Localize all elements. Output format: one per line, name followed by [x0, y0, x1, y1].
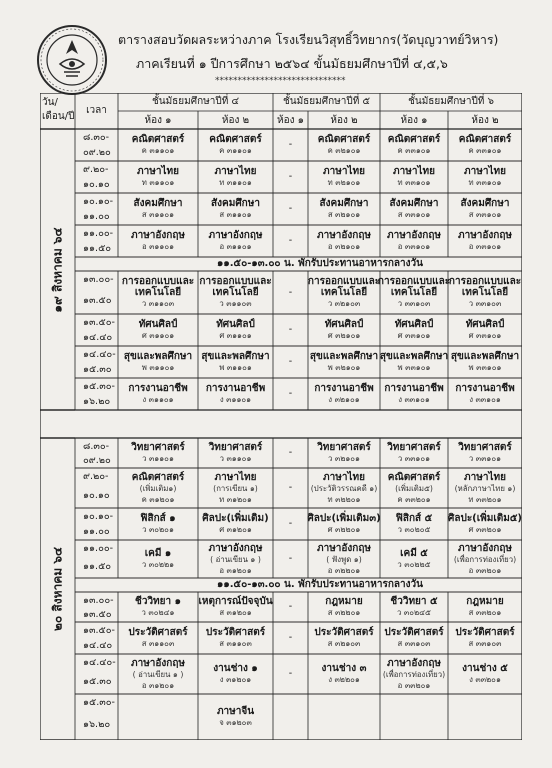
subject-name: - — [288, 553, 293, 564]
room-header: ห้อง ๒ — [471, 115, 499, 126]
room-header: ห้อง ๑ — [276, 115, 305, 126]
subject-name: สังคมศึกษา — [460, 198, 510, 209]
subject-name: การออกแบบและ — [377, 276, 451, 287]
subject-code: ว ๓๒๑๐๑ — [328, 454, 360, 463]
subject-code: ส ๓๑๑๐๓ — [141, 639, 175, 648]
subject-code: ส ๓๑๑๐๓ — [219, 639, 252, 648]
subject-name: สังคมศึกษา — [211, 198, 260, 209]
subject-code: ว ๓๓๑๐๓ — [468, 299, 502, 308]
level5-header: ชั้นมัธยมศึกษาปีที่ ๕ — [282, 96, 371, 107]
subject-name: การงานอาชีพ — [128, 383, 188, 394]
subject-code: ท ๓๓๑๐๑ — [397, 178, 431, 187]
subject-code: ค ๓๑๑๐๑ — [219, 146, 252, 155]
room-header: ห้อง ๒ — [330, 115, 358, 126]
subject-code: ว ๓๑๑๐๑ — [142, 454, 174, 463]
exam-date-label: ๒๐ สิงหาคม ๖๔ — [50, 546, 64, 632]
subject-code: ท ๓๑๑๐๑ — [219, 178, 252, 187]
subject-name: - — [288, 518, 293, 529]
subject-code: ท ๓๓๒๐๑ — [468, 494, 502, 504]
time-start: ๑๓.๕๐- — [83, 317, 115, 328]
subject-name: - — [288, 235, 293, 246]
subject-code: พ ๓๑๑๐๑ — [141, 363, 175, 372]
subject-name: ภาษาไทย — [214, 471, 257, 483]
time-start: ๑๑.๐๐- — [83, 543, 114, 554]
subject-code: อ ๓๒๑๐๑ — [327, 242, 361, 251]
time-start: ๙.๒๐- — [83, 471, 109, 482]
time-end: ๑๑.๐๐ — [83, 211, 110, 222]
subject-name: ภาษาไทย — [393, 166, 435, 177]
subject-name: (การเขียน ๑) — [213, 483, 258, 493]
subject-code: ง ๓๑๑๐๑ — [142, 395, 174, 404]
time-start: ๘.๓๐- — [83, 441, 110, 452]
subject-name: งานช่าง ๓ — [321, 663, 367, 674]
subject-code: ค ๓๑๒๐๑ — [141, 494, 175, 504]
time-end: ๑๓.๕๐ — [83, 294, 112, 306]
time-end: ๐๙.๒๐ — [83, 147, 111, 158]
subject-name: - — [288, 482, 293, 493]
subject-code: ว ๓๓๑๐๑ — [468, 454, 502, 463]
subject-name: การงานอาชีพ — [455, 383, 515, 394]
time-start: ๑๕.๓๐- — [83, 697, 115, 708]
subject-name: ทัศนศิลป์ — [465, 319, 505, 330]
time-end: ๑๐.๑๐ — [83, 490, 110, 501]
subject-name: การออกแบบและ — [121, 276, 195, 287]
subject-name: สุขและพลศึกษา — [123, 351, 193, 362]
subject-name: ภาษาอังกฤษ — [457, 230, 513, 241]
subject-name: ภาษาอังกฤษ — [457, 542, 513, 554]
subject-name: การออกแบบและ — [307, 276, 381, 287]
subject-name: วิทยาศาสตร์ — [131, 442, 185, 453]
time-column-header: เวลา — [86, 105, 107, 116]
subject-name: ( อ่านเขียน ๑ ) — [210, 554, 261, 564]
subject-name: ภาษาอังกฤษ — [386, 657, 442, 669]
time-end: ๑๐.๑๐ — [83, 179, 110, 190]
subject-name: ศิลปะ(เพิ่มเติม) — [202, 513, 269, 524]
subject-name: (เพื่อการท่องเที่ยว) — [453, 554, 517, 564]
subject-code: พ ๓๓๑๐๑ — [397, 363, 431, 372]
school-seal-logo — [36, 24, 108, 96]
subject-name: คณิตศาสตร์ — [387, 134, 441, 145]
subject-name: การงานอาชีพ — [205, 383, 266, 394]
subject-name: ( อ่านเขียน ๑ ) — [132, 669, 184, 679]
subject-name: ประวัติศาสตร์ — [128, 627, 188, 638]
time-start: ๑๑.๐๐- — [83, 228, 114, 239]
subject-code: ว ๓๒๑๐๓ — [327, 299, 361, 308]
subject-name: - — [288, 388, 293, 399]
subject-code: ว ๓๐๒๒๕ — [397, 560, 431, 569]
subject-name: เทคโนโลยี — [320, 287, 368, 298]
subject-code: ว ๓๑๑๐๓ — [141, 299, 175, 308]
time-start: ๑๓.๐๐- — [83, 274, 114, 285]
subject-name: (ประวัติวรรณคดี ๑) — [310, 483, 378, 493]
subject-name: - — [288, 632, 293, 643]
subject-code: อ ๓๑๒๐๑ — [141, 680, 175, 690]
subject-name: สังคมศึกษา — [319, 198, 369, 209]
subject-name: การงานอาชีพ — [314, 383, 374, 394]
subject-code: ท ๓๑๒๐๑ — [219, 494, 252, 504]
subject-name: - — [288, 601, 293, 612]
level6-header: ชั้นมัธยมศึกษาปีที่ ๖ — [408, 96, 494, 107]
subject-code: ศ ๓๓๑๐๑ — [397, 331, 431, 340]
subject-name: ภาษาอังกฤษ — [316, 230, 372, 241]
subject-code: พ ๓๓๑๐๑ — [468, 363, 502, 372]
subject-code: ท ๓๑๑๐๑ — [141, 178, 175, 187]
subject-name: เทคโนโลยี — [212, 287, 259, 298]
subject-name: ประวัติศาสตร์ — [205, 627, 266, 638]
subject-code: อ ๓๓๑๐๑ — [468, 242, 502, 251]
subject-code: ง ๓๑๒๐๑ — [219, 675, 252, 684]
subject-name: งานช่าง ๑ — [213, 663, 258, 674]
subject-code: ว ๓๐๒๒๑ — [141, 560, 175, 569]
subject-name: ภาษาอังกฤษ — [386, 230, 442, 241]
subject-name: (เพิ่มเติม๕) — [395, 483, 433, 493]
time-start: ๑๐.๑๐- — [83, 196, 114, 207]
subject-name: ภาษาอังกฤษ — [316, 542, 372, 554]
subject-name: ภาษาอังกฤษ — [130, 230, 186, 241]
subject-code: ส ๓๓๑๐๓ — [468, 639, 502, 648]
subject-name: เคมี ๑ — [144, 548, 172, 559]
subject-code: ว ๓๐๒๔๕ — [397, 608, 431, 617]
time-start: ๑๐.๑๐- — [83, 511, 114, 522]
subject-name: ( ฟังพูด ๑) — [326, 554, 362, 564]
subject-name: ภาษาอังกฤษ — [208, 230, 263, 241]
subject-code: ส ๓๒๑๐๑ — [327, 210, 361, 219]
subject-code: ท ๓๒๑๐๑ — [327, 178, 361, 187]
subject-code: ท ๓๒๒๐๑ — [327, 494, 361, 504]
subject-name: ภาษาอังกฤษ — [130, 657, 186, 669]
subject-name: สังคมศึกษา — [133, 198, 183, 209]
subject-code: ว ๓๑๑๐๑ — [219, 454, 252, 463]
subject-name: เทคโนโลยี — [134, 287, 182, 298]
subject-code: ง ๓๓๑๐๑ — [398, 395, 430, 404]
time-end: ๑๑.๕๐ — [83, 561, 112, 572]
time-end: ๑๕.๓๐ — [83, 676, 112, 687]
subject-name: ทัศนศิลป์ — [216, 319, 255, 330]
subject-code: ส ๓๒๒๐๑ — [327, 608, 361, 617]
document-title: ตารางสอบวัดผลระหว่างภาค โรงเรียนวิสุทธิ์วิทยากร(วัดบุญวาทย์วิหาร) — [118, 32, 499, 47]
time-end: ๑๑.๐๐ — [83, 526, 110, 537]
subject-name: ทัศนศิลป์ — [324, 319, 364, 330]
time-end: ๑๓.๕๐ — [83, 609, 112, 620]
subject-name: ภาษาจีน — [216, 706, 255, 717]
subject-name: ทัศนศิลป์ — [138, 319, 178, 330]
subject-name: เทคโนโลยี — [390, 287, 438, 298]
subject-name: การงานอาชีพ — [384, 383, 444, 394]
subject-name: วิทยาศาสตร์ — [387, 442, 441, 453]
time-end: ๑๖.๒๐ — [83, 396, 111, 407]
subject-name: ภาษาไทย — [323, 166, 365, 177]
subject-name: คณิตศาสตร์ — [317, 134, 371, 145]
subject-name: - — [288, 171, 293, 182]
lunch-break-row: ๑๑.๕๐-๑๓.๐๐ น. พักรับประทานอาหารกลางวัน — [217, 579, 423, 590]
subject-code: ส ๓๓๑๐๑ — [397, 210, 431, 219]
subject-code: ว ๓๐๒๐๕ — [397, 525, 431, 534]
time-start: ๙.๒๐- — [83, 164, 109, 175]
subject-name: ภาษาอังกฤษ — [208, 542, 263, 554]
subject-name: ศิลปะ(เพิ่มเติม๓) — [307, 513, 381, 524]
subject-name: ภาษาไทย — [214, 166, 257, 177]
subject-name: - — [288, 139, 293, 150]
subject-name: - — [288, 203, 293, 214]
subject-name: ภาษาไทย — [323, 471, 365, 483]
subject-name: ภาษาไทย — [464, 471, 506, 483]
subject-name: สุขและพลศึกษา — [201, 351, 270, 362]
subject-name: วิทยาศาสตร์ — [458, 442, 512, 453]
subject-name: ทัศนศิลป์ — [394, 319, 434, 330]
subject-name: เทคโนโลยี — [461, 287, 509, 298]
subject-name: สุขและพลศึกษา — [379, 351, 449, 362]
subject-name: (เพื่อการท่องเที่ยว) — [382, 669, 446, 679]
subject-code: อ ๓๑๑๐๑ — [141, 242, 175, 251]
subject-name: สังคมศึกษา — [389, 198, 439, 209]
subject-code: ศ ๓๑๑๐๑ — [141, 331, 175, 340]
subject-name: ภาษาไทย — [464, 166, 506, 177]
subject-name: วิทยาศาสตร์ — [208, 442, 263, 453]
subject-code: พ ๓๑๑๐๑ — [219, 363, 252, 372]
subject-name: - — [288, 324, 293, 335]
subject-name: ประวัติศาสตร์ — [384, 627, 444, 638]
title-divider: ***************************** — [215, 76, 346, 86]
subject-code: ค ๓๓๑๐๑ — [468, 146, 502, 155]
subject-code: ศ ๓๒๒๐๑ — [327, 525, 361, 534]
exam-date-label: ๑๙ สิงหาคม ๖๔ — [50, 226, 64, 313]
time-end: ๑๔.๔๐ — [83, 332, 113, 343]
subject-code: ค ๓๑๑๐๑ — [141, 146, 175, 155]
subject-name: ศิลปะ(เพิ่มเติม๕) — [447, 513, 523, 524]
room-header: ห้อง ๑ — [400, 115, 428, 126]
subject-code: อ ๓๓๑๐๑ — [397, 242, 431, 251]
time-start: ๑๕.๓๐- — [83, 381, 115, 392]
time-start: ๑๓.๐๐- — [83, 595, 114, 606]
subject-name: การออกแบบและ — [199, 276, 272, 287]
subject-name: ประวัติศาสตร์ — [455, 627, 515, 638]
subject-name: ฟิสิกส์ ๑ — [140, 513, 176, 524]
subject-code: ศ ๓๓๑๐๑ — [468, 331, 502, 340]
subject-code: ง ๓๒๒๐๑ — [328, 675, 360, 684]
subject-code: อ ๓๓๒๐๑ — [468, 565, 502, 575]
subject-code: ง ๓๒๑๐๑ — [328, 395, 360, 404]
subject-name: การออกแบบและ — [448, 276, 522, 287]
subject-name: เคมี ๕ — [400, 548, 428, 559]
time-end: ๑๔.๔๐ — [83, 640, 113, 651]
subject-code: พ ๓๒๑๐๑ — [327, 363, 361, 372]
time-end: ๐๙.๒๐ — [83, 455, 111, 466]
subject-code: ง ๓๑๑๐๑ — [219, 395, 252, 404]
subject-code: ส ๓๓๑๐๑ — [468, 210, 502, 219]
subject-name: ชีววิทยา ๑ — [135, 596, 181, 607]
subject-code: อ ๓๑๑๐๑ — [219, 242, 252, 251]
subject-code: ว ๓๓๑๐๓ — [397, 299, 431, 308]
subject-name: คณิตศาสตร์ — [131, 134, 185, 145]
subject-code: จ ๓๑๒๐๓ — [219, 718, 252, 727]
subject-name: ฟิสิกส์ ๕ — [395, 513, 433, 524]
subject-code: ส ๓๓๑๐๓ — [397, 639, 431, 648]
table-gridlines — [40, 93, 522, 740]
subject-name: คณิตศาสตร์ — [131, 471, 185, 483]
subject-name: คณิตศาสตร์ — [209, 134, 262, 145]
subject-code: ท ๓๓๑๐๑ — [468, 178, 502, 187]
subject-name: กฎหมาย — [466, 596, 504, 607]
time-end: ๑๕.๓๐ — [83, 364, 112, 375]
subject-name: คณิตศาสตร์ — [387, 471, 441, 483]
time-start: ๘.๓๐- — [83, 132, 110, 143]
subject-name: - — [288, 286, 293, 298]
time-end: ๑๖.๒๐ — [83, 719, 111, 730]
day-column-header: วัน/ เดือน/ปี — [42, 97, 75, 122]
subject-name: ชีววิทยา ๕ — [390, 596, 438, 607]
subject-code: ส ๓๑๑๐๑ — [141, 210, 175, 219]
subject-code: อ ๓๑๒๐๑ — [219, 565, 252, 575]
lunch-break-row: ๑๑.๕๐-๑๓.๐๐ น. พักรับประทานอาหารกลางวัน — [217, 258, 423, 269]
subject-code: ว ๓๑๑๐๓ — [219, 299, 252, 308]
subject-code: ศ ๓๑๑๐๑ — [219, 331, 252, 340]
subject-name: ภาษาไทย — [137, 166, 179, 177]
subject-name: กฎหมาย — [325, 596, 363, 607]
subject-name: - — [288, 447, 293, 458]
subject-name: วิทยาศาสตร์ — [317, 442, 371, 453]
subject-code: อ ๓๒๒๐๑ — [327, 565, 361, 575]
subject-name: คณิตศาสตร์ — [458, 134, 512, 145]
time-start: ๑๔.๔๐- — [83, 657, 116, 668]
subject-code: ค ๓๓๑๐๑ — [397, 146, 431, 155]
level4-header: ชั้นมัธยมศึกษาปีที่ ๔ — [151, 96, 240, 107]
subject-code: ส ๓๑๑๐๑ — [219, 210, 252, 219]
subject-name: - — [288, 356, 293, 367]
time-start: ๑๓.๕๐- — [83, 625, 115, 636]
subject-name: เหตุการณ์ปัจจุบัน — [198, 596, 273, 607]
subject-code: ง ๓๓๒๐๑ — [469, 675, 501, 684]
subject-code: ศ ๓๓๒๐๑ — [468, 525, 502, 534]
subject-code: ส ๓๓๒๐๑ — [468, 608, 502, 617]
subject-code: ว ๓๓๑๐๑ — [397, 454, 431, 463]
subject-code: ว ๓๐๒๐๑ — [142, 525, 174, 534]
exam-schedule-table — [40, 93, 522, 740]
subject-code: ส ๓๑๒๐๑ — [219, 608, 252, 617]
subject-code: ค ๓๒๑๐๑ — [327, 146, 361, 155]
subject-name: สุขและพลศึกษา — [309, 351, 379, 362]
subject-name: งานช่าง ๕ — [462, 663, 508, 674]
subject-code: อ ๓๓๒๐๑ — [397, 680, 431, 690]
subject-code: ศ ๓๒๑๐๑ — [327, 331, 361, 340]
subject-name: (เพิ่มเติม๑) — [139, 483, 177, 493]
subject-name: (หลักภาษาไทย ๑) — [454, 483, 516, 493]
room-header: ห้อง ๒ — [221, 115, 250, 126]
subject-name: - — [288, 668, 293, 679]
document-subtitle: ภาคเรียนที่ ๑ ปีการศึกษา ๒๕๖๔ ขั้นมัธยมศึกษาปีที่ ๔,๕,๖ — [136, 56, 448, 71]
subject-name: สุขและพลศึกษา — [450, 351, 520, 362]
subject-code: ศ ๓๑๒๐๑ — [219, 525, 252, 534]
subject-code: ส ๓๒๑๐๓ — [327, 639, 361, 648]
time-start: ๑๔.๔๐- — [83, 349, 116, 360]
subject-name: ประวัติศาสตร์ — [314, 627, 374, 638]
room-header: ห้อง ๑ — [144, 115, 172, 126]
subject-code: ง ๓๓๑๐๑ — [469, 395, 501, 404]
time-end: ๑๑.๕๐ — [83, 243, 112, 254]
subject-code: ว ๓๐๒๔๑ — [141, 608, 175, 617]
subject-code: ค ๓๓๒๐๑ — [397, 494, 431, 504]
